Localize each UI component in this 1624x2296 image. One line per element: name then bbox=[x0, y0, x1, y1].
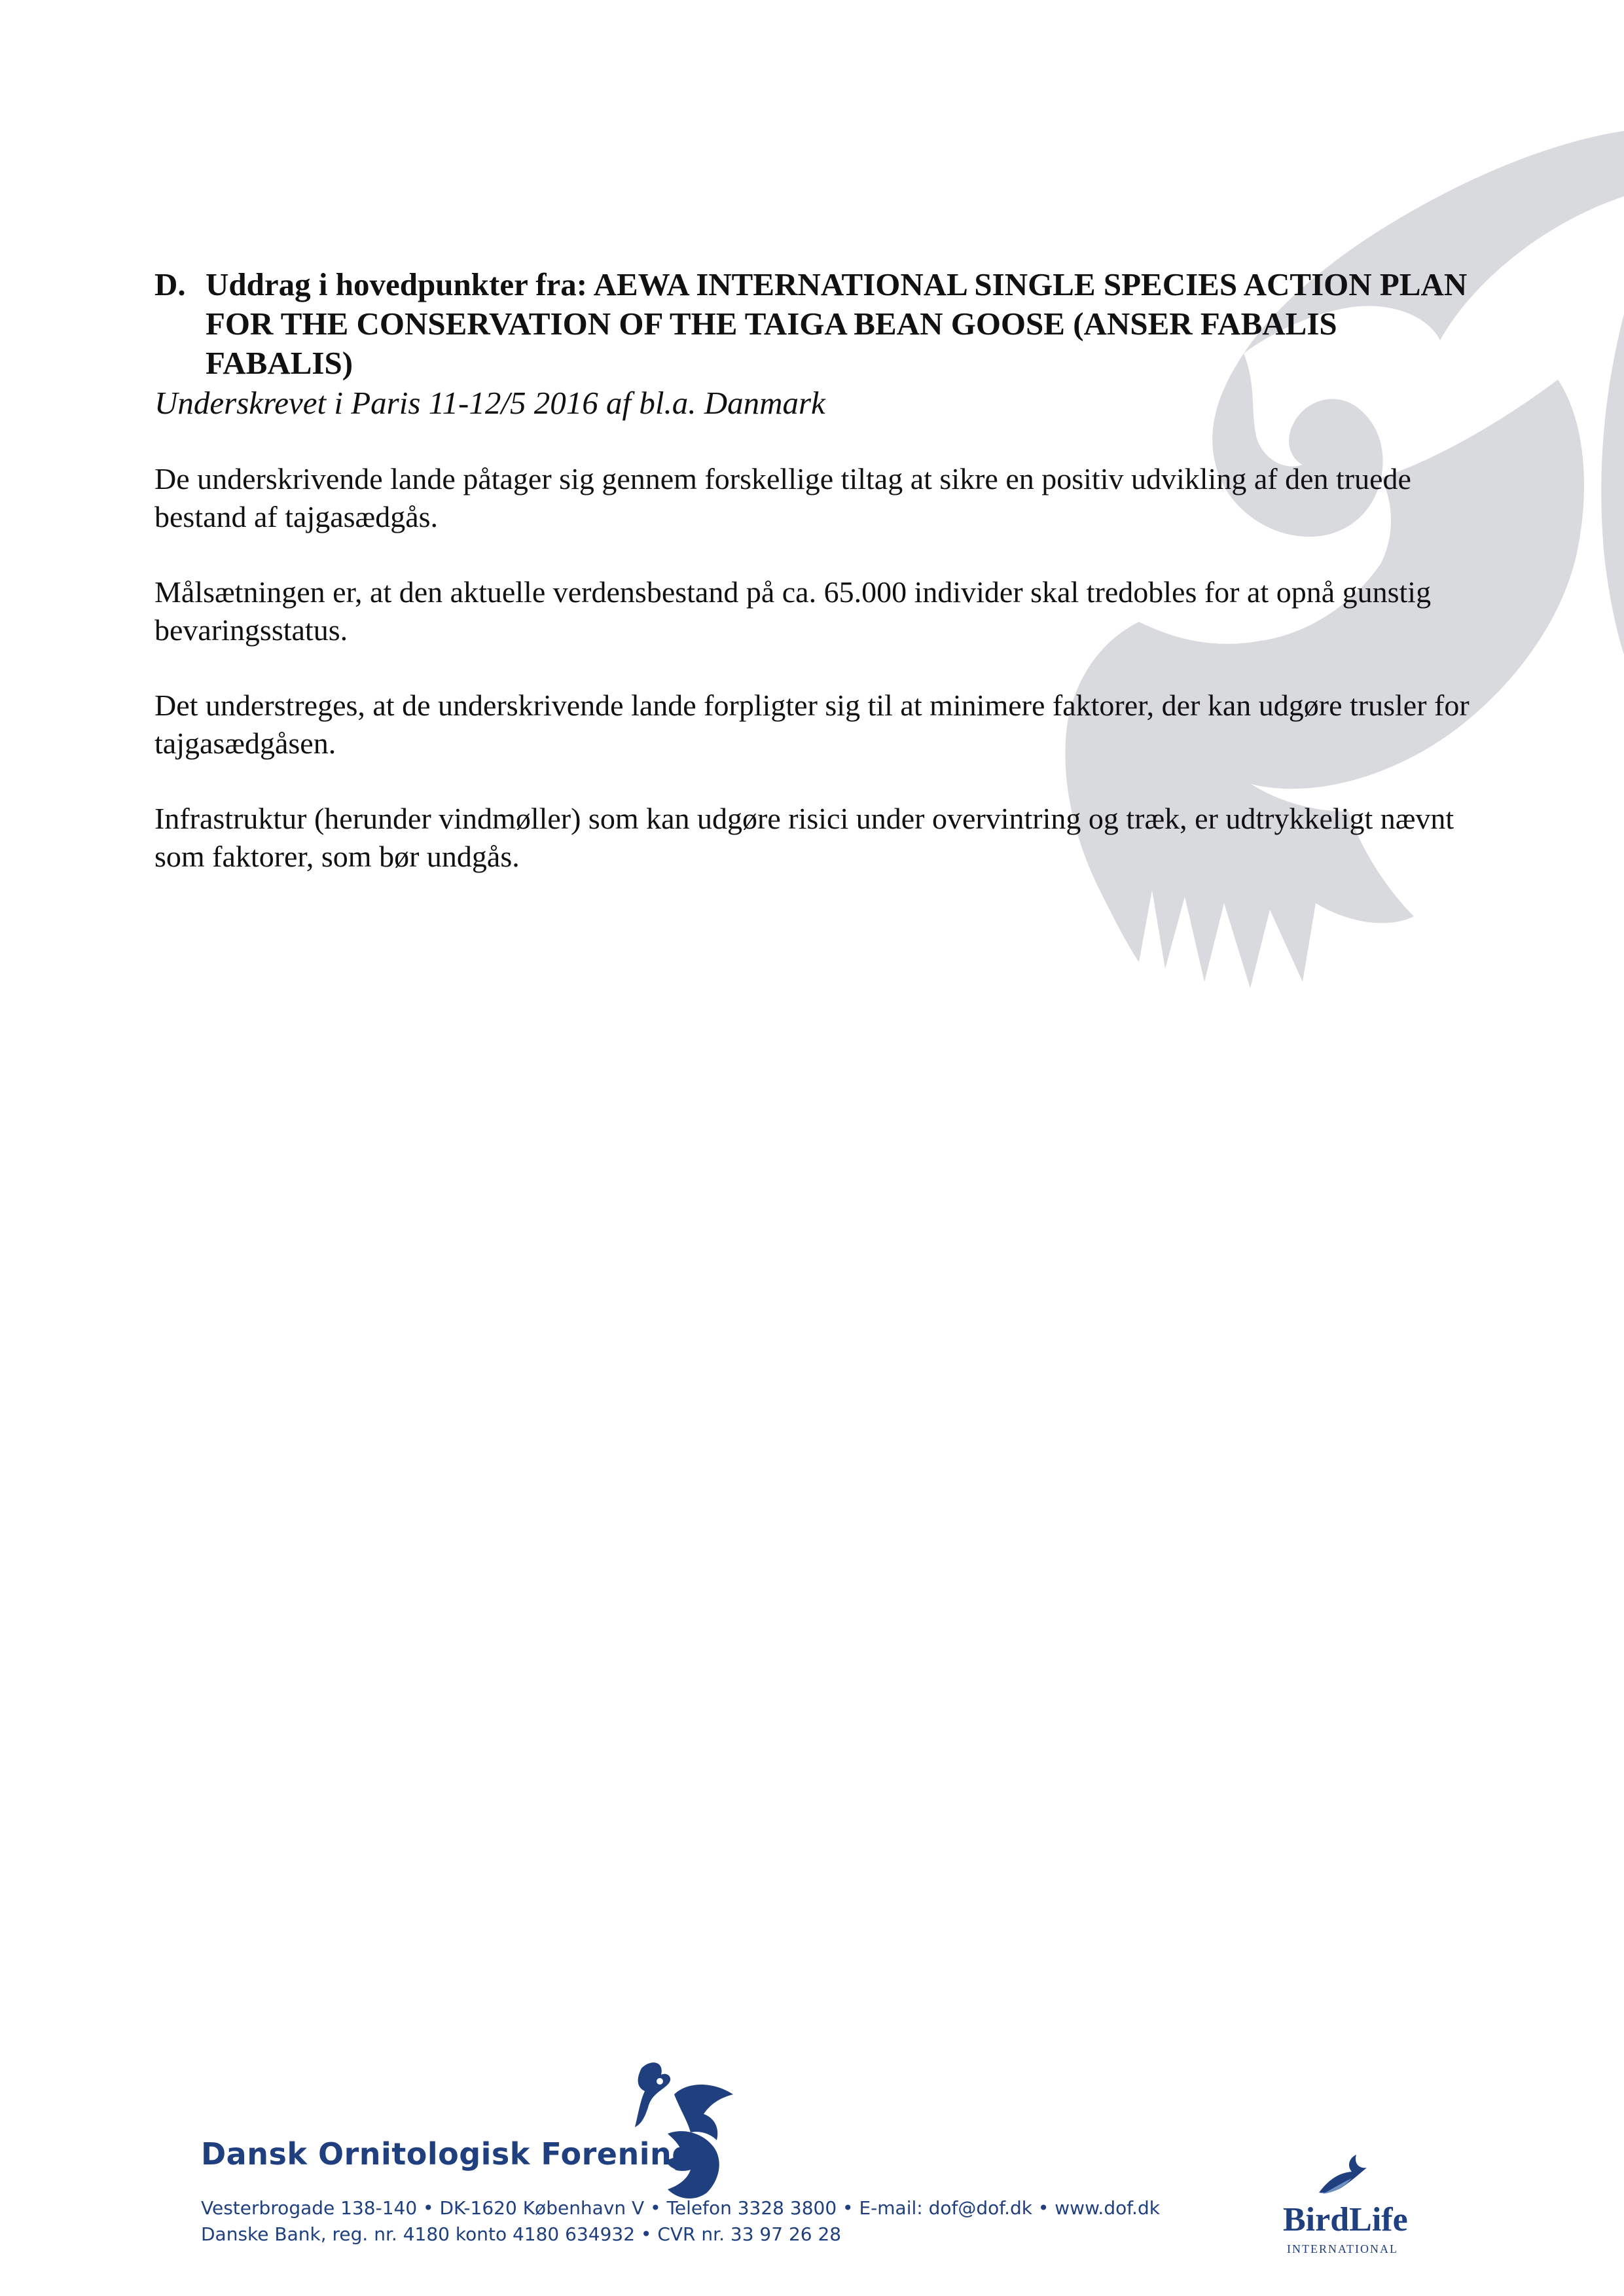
birdlife-logo-icon bbox=[1316, 2153, 1368, 2199]
birdlife-subtitle: INTERNATIONAL bbox=[1287, 2242, 1398, 2255]
paragraph: Infrastruktur (herunder vindmøller) som kan udgøre risici under overvintring og træk, er udtrykkeligt nævnt som faktorer, som bør undgås. bbox=[154, 802, 1454, 873]
section-subtitle: Underskrevet i Paris 11-12/5 2016 af bl.a. Danmark bbox=[154, 385, 825, 421]
section-marker: D. bbox=[154, 266, 186, 302]
birdlife-logo bbox=[1283, 2153, 1427, 2258]
birdlife-wordmark: BirdLife bbox=[1283, 2201, 1408, 2238]
dof-birds-logo-icon bbox=[628, 2055, 759, 2206]
organization-name: Dansk Ornitologisk Forening bbox=[201, 2136, 694, 2172]
paragraph: Det understreges, at de underskrivende lande forpligter sig til at minimere faktorer, der kan udgøre trusler for tajgasædgåsen. bbox=[154, 689, 1470, 760]
address-line: Vesterbrogade 138-140 • DK-1620 København V • Telefon 3328 3800 • E-mail: dof@dof.dk • www.dof.dk bbox=[201, 2197, 1160, 2219]
paragraph: De underskrivende lande påtager sig gennem forskellige tiltag at sikre en positiv udvikling af den truede bestand af tajgasædgås. bbox=[154, 462, 1411, 533]
bank-line: Danske Bank, reg. nr. 4180 konto 4180 634932 • CVR nr. 33 97 26 28 bbox=[201, 2223, 842, 2245]
section-title: Uddrag i hovedpunkter fra: AEWA INTERNATIONAL SINGLE SPECIES ACTION PLAN FOR THE CONSERVATION OF THE TAIGA BEAN GOOSE (ANSER FABALIS FABALIS) bbox=[206, 266, 1468, 381]
document-body bbox=[154, 265, 1470, 913]
paragraph: Målsætningen er, at den aktuelle verdensbestand på ca. 65.000 individer skal tredobles for at opnå gunstig bevaringsstatus. bbox=[154, 575, 1432, 647]
section-heading bbox=[154, 265, 1470, 383]
letterhead-footer bbox=[0, 2042, 1624, 2296]
